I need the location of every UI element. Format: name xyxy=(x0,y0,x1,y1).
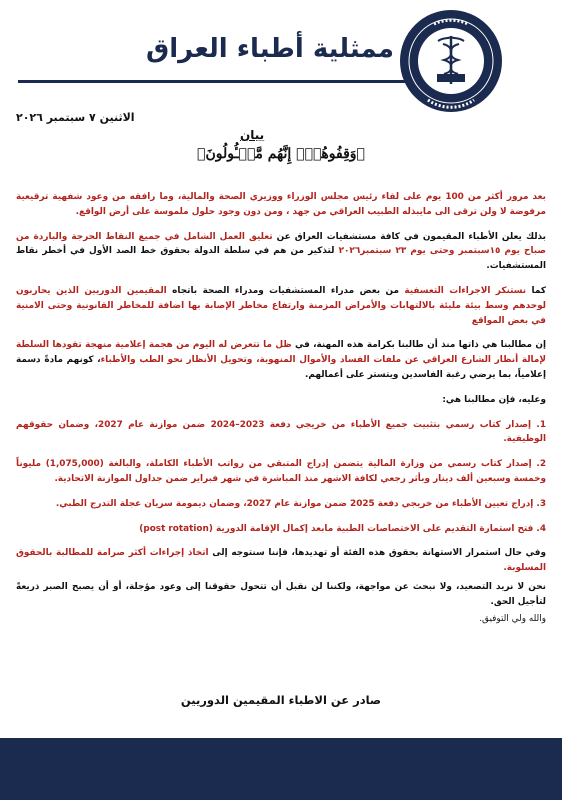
organization-seal-logo xyxy=(398,8,504,114)
paragraph-highlight: نستنكر الاجراءات التعسفية xyxy=(404,285,527,296)
document-date: الاثنين ٧ سبتمبر ٢٠٢٦ xyxy=(16,111,135,124)
bottom-band xyxy=(0,738,562,800)
paragraph-highlight: المقيمين الدوريين الذين يحاربون لوحدهم وسط بيئة مليئة بالالتهابات والأمراض المزمنة وارتفاع مخاطر الإصابة بها اضافة للمخاطر القانونية وحتى الامنية في بعض المواقع xyxy=(16,285,546,326)
demand-item: 3. إدراج تعيين الأطباء من خريجي دفعة 2025 ضمن موازنة عام 2027، وضمان ديمومة سريان عجلة التدرج الطبي. xyxy=(55,498,546,509)
signature-line: صادر عن الاطباء المقيمين الدوريين xyxy=(180,693,382,707)
paragraph-strike-announcement xyxy=(16,230,546,274)
paragraph-text: إن مطالبنا هي ذاتها منذ أن طالبنا بكرامة هذه المهنة، في xyxy=(291,340,546,351)
statement-body xyxy=(16,190,546,636)
statement-heading: بيان xyxy=(240,128,265,142)
demand-item: 4. فتح استمارة التقديم على الاختصاصات الطبية مابعد إكمال الإقامة الدورية (post rotation) xyxy=(139,523,546,534)
paragraph-text: ، كونهم مادةً دسمة إعلامياً، بما يرضي رغبة الفاسدين ويتستر على أعمالهم. xyxy=(16,355,546,380)
paragraph-intro: بعد مرور أكثر من 100 يوم على لقاء رئيس مجلس الوزراء ووزيري الصحة والمالية، وما رافقه من وعود شفهية ترقيعية مرفوضة لا ولن ترقى الى مايبذله الطبيب العراقي من جهد ، ومن دون وجود حلول ملموسة على أرض الواقع. xyxy=(16,192,546,217)
paragraph-final: نحن لا نريد التصعيد، ولا نبحث عن مواجهة، ولكننا لن نقبل أن تتحول حقوقنا إلى وعود مؤجلة، أو أن يصبح الصبر ذريعةً لتأجيل الحق. xyxy=(16,581,546,607)
paragraph-highlight: تعليق العمل الشامل في جميع النقاط الحرجة والباردة من صباح يوم ١٥سبتمبر وحتى يوم ٢٣ سبتمبر٢٠٢٦ xyxy=(16,231,546,257)
demands-intro: وعليه، فإن مطالبنا هي: xyxy=(442,394,546,405)
header-divider xyxy=(18,80,410,83)
paragraph-escalation xyxy=(16,546,546,576)
paragraph-text: كما xyxy=(526,285,546,296)
demand-item: 1. إصدار كتاب رسمي بتثبيت جميع الأطباء من خريجي دفعة 2023–2024 ضمن موازنة عام 2027، وضمان حقوقهم الوظيفية. xyxy=(16,419,546,445)
demand-item: 2. إصدار كتاب رسمي من وزارة المالية يتضمن إدراج المتبقي من رواتب الأطباء الكاملة، والبالغة (1,075,000) مليوناً وخمسة وسبعين ألف دينار وبأثر رجعي لكافة الاشهر منذ المباشرة في شهر فبراير ضمن جداول الموازنة الاتحادية. xyxy=(16,459,546,484)
demands-section xyxy=(16,393,546,537)
paragraph-text: لتذكير من هم في سلطة الدولة بحقوق خط الصد الأول في أخطر نقاط المستشفيات. xyxy=(16,246,546,272)
paragraph-text: وفي حال استمرار الاستهانة بحقوق هذه الفئة أو تهديدها، فإننا سنتوجه إلى xyxy=(208,548,546,559)
paragraph-highlight: اتخاذ إجراءات أكثر صرامة للمطالبة بالحقوق المسلوبة. xyxy=(16,548,546,574)
paragraph-text: بذلك يعلن الأطباء المقيمون في كافة مستشفيات العراق عن xyxy=(272,231,547,242)
paragraph-text: من بعض مدراء المستشفيات ومدراء الصحة باتجاه xyxy=(166,285,405,296)
organization-title: ممثلية أطباء العراق xyxy=(146,34,394,64)
paragraph-highlight: ظل ما تتعرض له اليوم من هجمة إعلامية منهجة تقودها السلطة لإمالة أنظار الشارع العراقي عن ملفات الفساد والأموال المنهوبة، وتحويل الأنظار نحو الطب والأطباء xyxy=(16,340,546,366)
paragraph-demands-context xyxy=(16,338,546,382)
closing-line: والله ولي التوفيق. xyxy=(479,613,546,624)
quran-verse: ﴿وَقِفُوهُمۡۖ إِنَّهُم مَّسۡـُٔولُونَ﴾ xyxy=(197,146,365,162)
paragraph-condemnation xyxy=(16,284,546,328)
